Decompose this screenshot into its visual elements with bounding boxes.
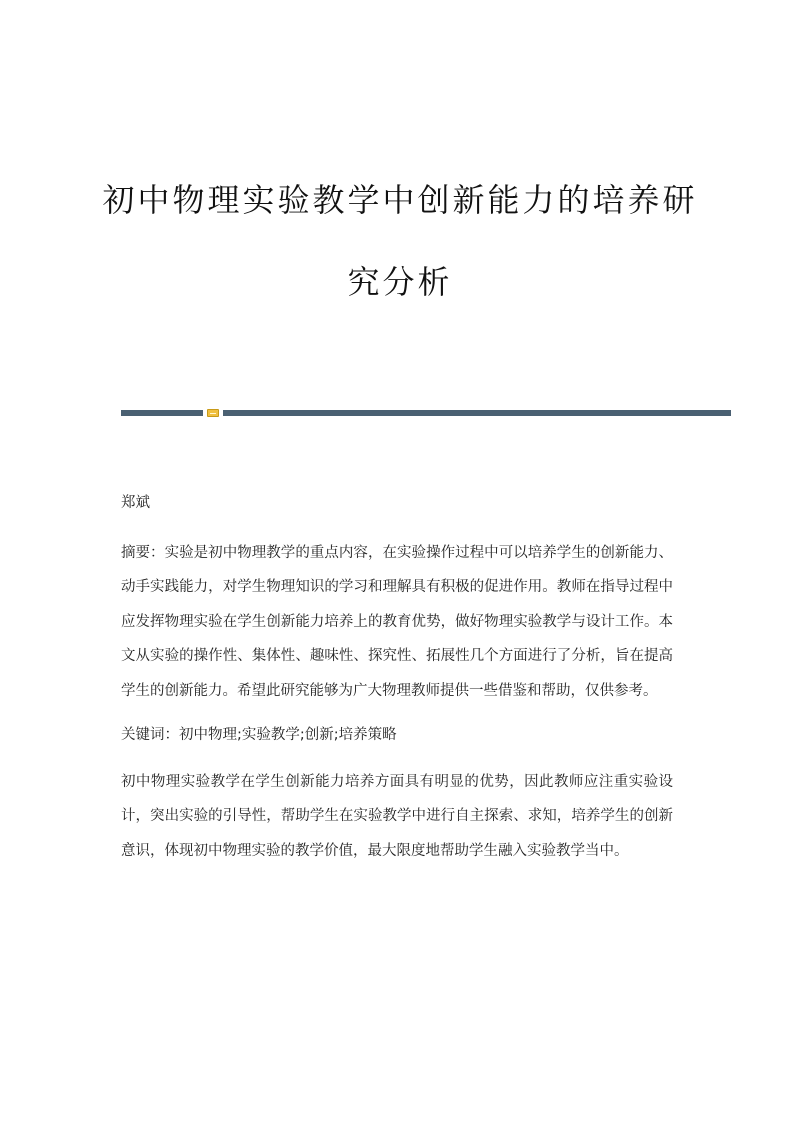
author-name: 郑斌 — [121, 495, 150, 511]
document-title — [0, 180, 800, 302]
title-line-2: 究分析 — [347, 263, 453, 301]
divider-right-segment — [223, 410, 731, 416]
divider-left-segment — [121, 410, 203, 416]
divider-badge-icon — [207, 409, 219, 417]
title-divider — [121, 409, 731, 417]
abstract-paragraph: 摘要：实验是初中物理教学的重点内容，在实验操作过程中可以培养学生的创新能力、动手实践能力，对学生物理知识的学习和理解具有积极的促进作用。教师在指导过程中应发挥物理实验在学生创新能力培养上的教育优势，做好物理实验教学与设计工作。本文从实验的操作性、集体性、趣味性、探究性、拓展性几个方面进行了分析，旨在提高学生的创新能力。希望此研究能够为广大物理教师提供一些借鉴和帮助，仅供参考。 — [121, 544, 673, 699]
body-paragraph: 初中物理实验教学在学生创新能力培养方面具有明显的优势，因此教师应注重实验设计，突出实验的引导性，帮助学生在实验教学中进行自主探索、求知，培养学生的创新意识，体现初中物理实验的教学价值，最大限度地帮助学生融入实验教学当中。 — [121, 773, 673, 859]
keywords-line: 关键词：初中物理;实验教学;创新;培养策略 — [121, 727, 397, 743]
title-line-1: 初中物理实验教学中创新能力的培养研 — [102, 181, 698, 219]
document-body — [121, 486, 673, 868]
